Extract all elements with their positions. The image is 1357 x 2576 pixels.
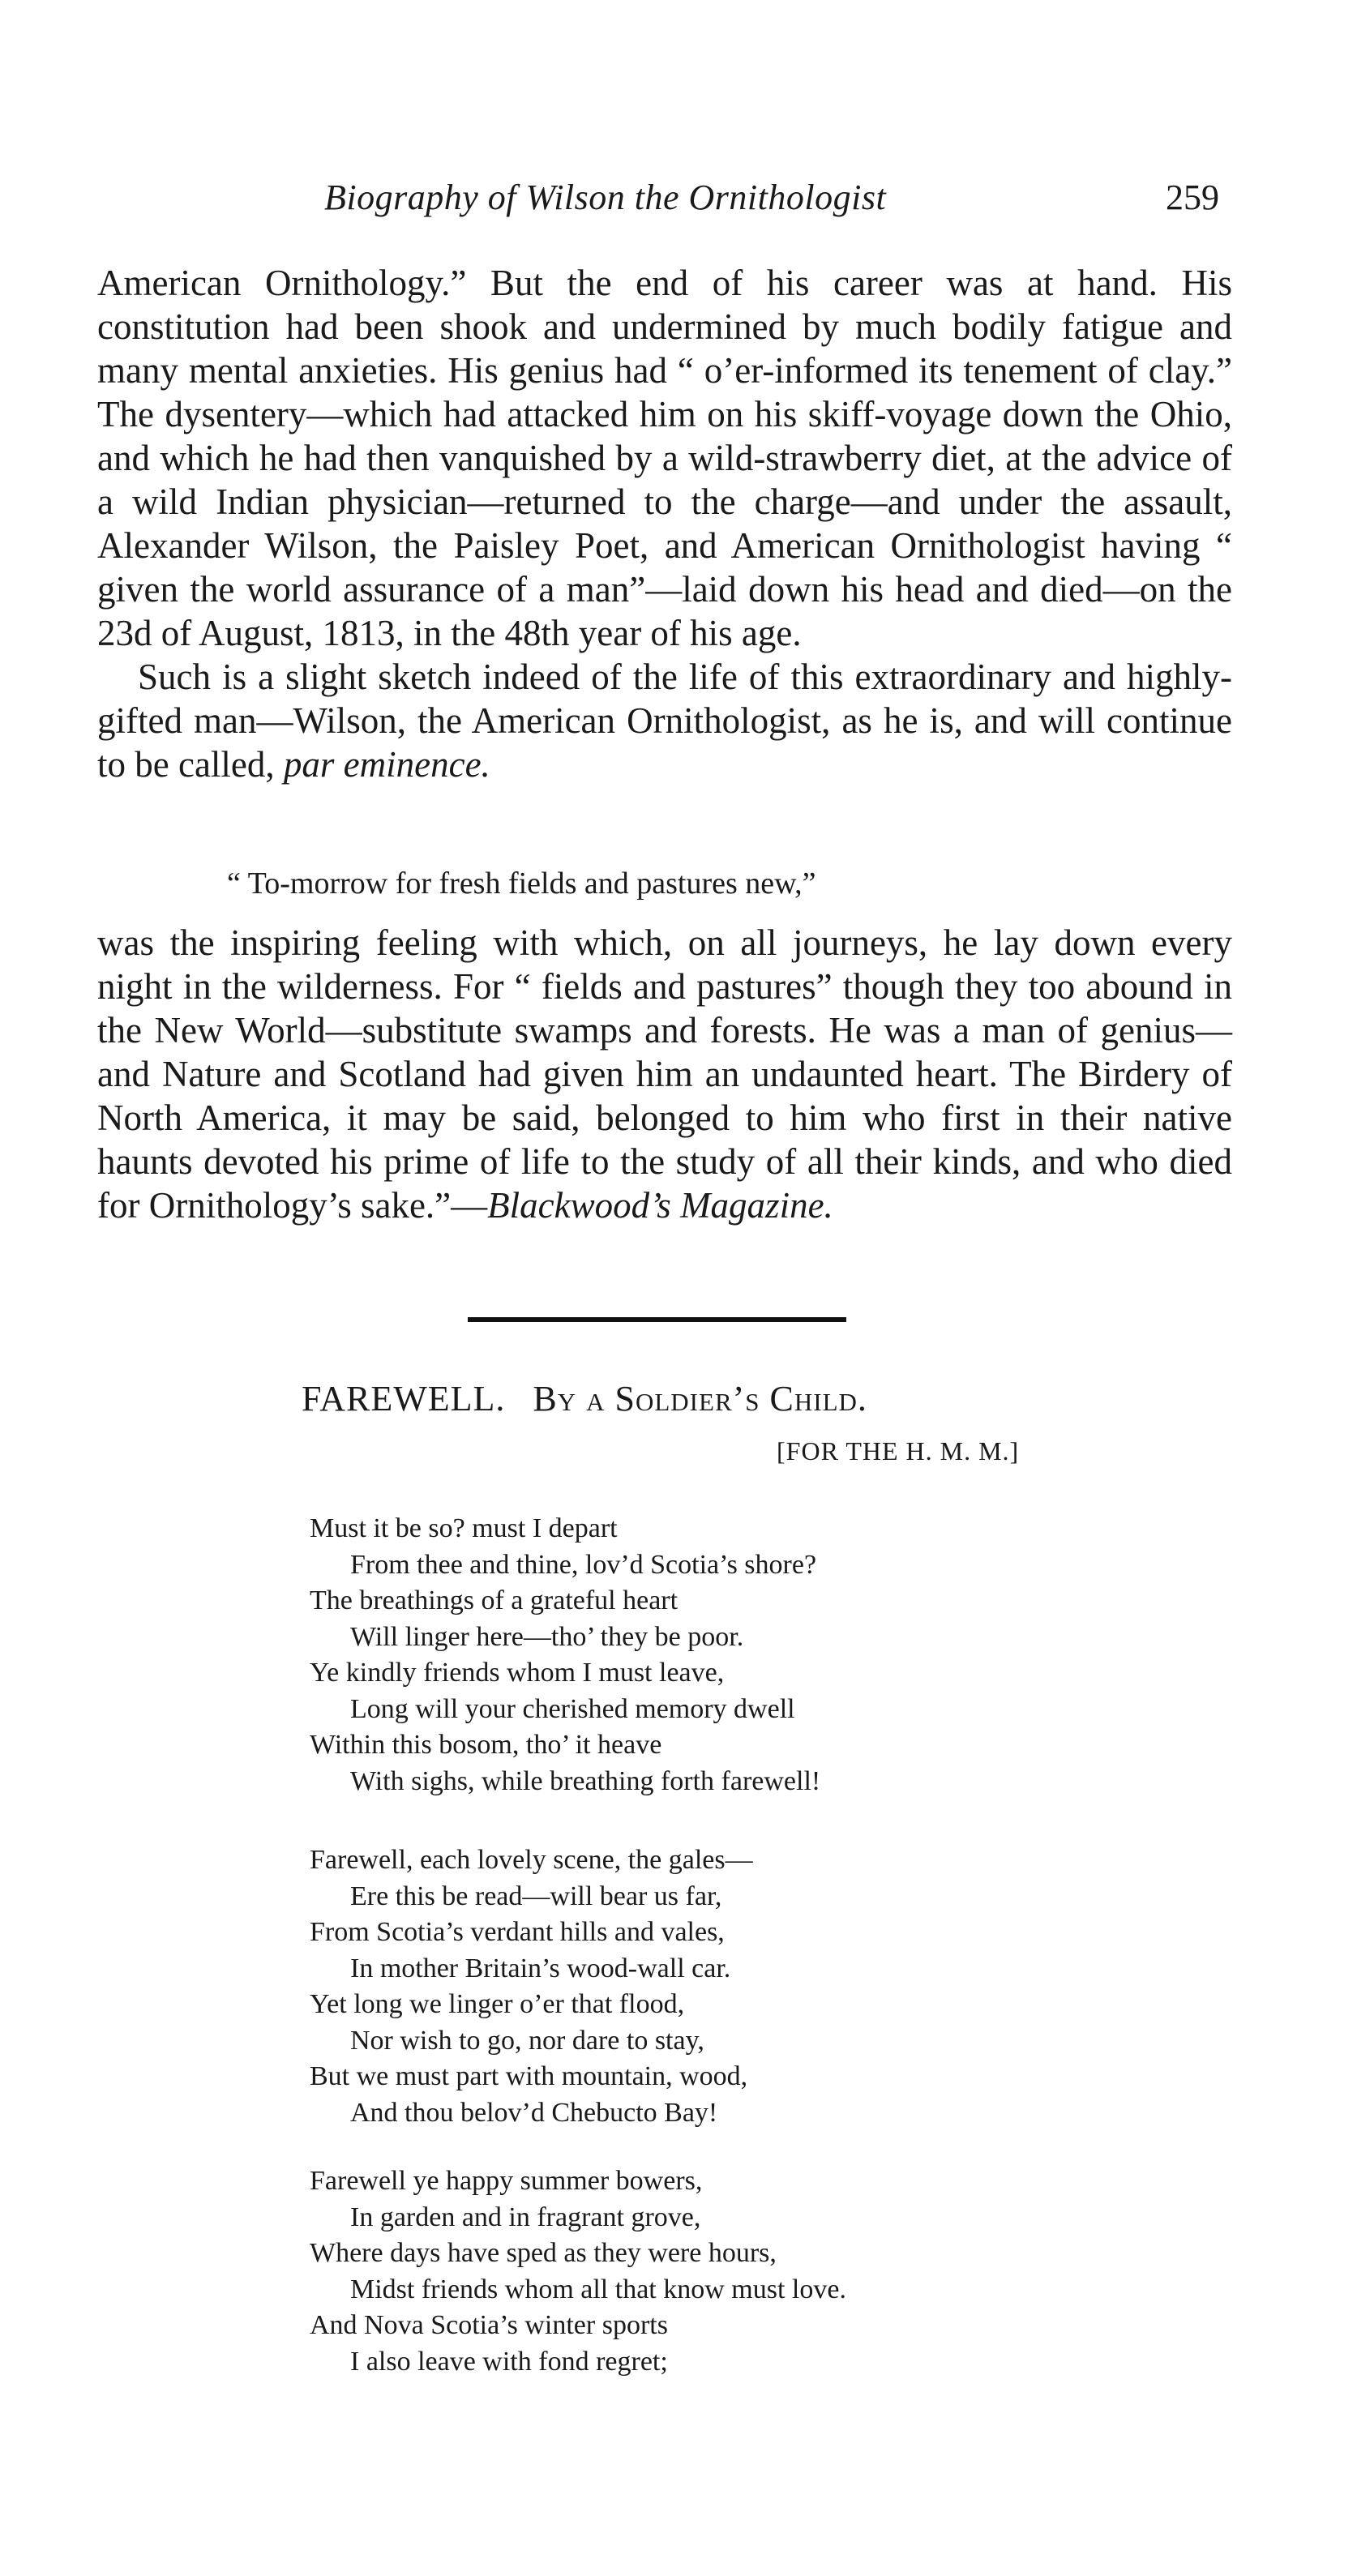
- section-divider: [468, 1317, 846, 1322]
- poem-line: Will linger here—tho’ they be poor.: [350, 1621, 744, 1652]
- poem-line: Yet long we linger o’er that flood,: [310, 1989, 685, 2019]
- poem-stanza: [310, 2163, 846, 2380]
- poem-line: From thee and thine, lov’d Scotia’s shore?: [350, 1549, 817, 1580]
- poem-line: Within this bosom, tho’ it heave: [310, 1730, 662, 1760]
- paragraph-text: was the inspiring feeling with which, on all journeys, he lay down every night in the wilderness. For “ fields and pastures” though they too abound in the New World—substitute swamps and forests. He was a man of genius—and Nature and Scotland had given him an undaunted heart. The Birdery of North America, it may be said, belonged to him who first in their native haunts devoted his prime of life to the study of all their kinds, and who died for Ornithology’s sake.”—: [97, 922, 1232, 1226]
- poem-line: Farewell ye happy summer bowers,: [310, 2166, 703, 2196]
- biography-text-block: [97, 261, 1232, 786]
- poem-line: With sighs, while breathing forth farewell!: [350, 1765, 821, 1796]
- page-number: 259: [1166, 178, 1219, 217]
- poem-line: Ye kindly friends whom I must leave,: [310, 1658, 725, 1688]
- poem-line: From Scotia’s verdant hills and vales,: [310, 1917, 725, 1947]
- quotation-line: “ To-morrow for fresh fields and pastures new,”: [227, 867, 816, 901]
- poem-line: Ere this be read—will bear us far,: [350, 1881, 722, 1911]
- poem-attribution: [FOR THE H. M. M.]: [777, 1436, 1020, 1466]
- poem-line: The breathings of a grateful heart: [310, 1585, 678, 1615]
- poem-heading: [302, 1378, 867, 1419]
- poem-stanza: [310, 1511, 820, 1799]
- poem-line: And Nova Scotia’s winter sports: [310, 2310, 668, 2340]
- source-citation: Blackwood’s Magazine.: [487, 1185, 833, 1226]
- poem-line: In garden and in fragrant grove,: [350, 2202, 701, 2232]
- poem-line: And thou belov’d Chebucto Bay!: [350, 2097, 718, 2128]
- poem-title: FAREWELL.: [302, 1379, 506, 1419]
- poem-line: In mother Britain’s wood-wall car.: [350, 1953, 731, 1983]
- paragraph: [97, 655, 1232, 786]
- poem-line: Where days have sped as they were hours,: [310, 2238, 777, 2268]
- poem-line: Long will your cherished memory dwell: [350, 1693, 795, 1724]
- poem-byline: By a Soldier’s Child.: [533, 1379, 867, 1419]
- italic-phrase: par eminence.: [283, 744, 490, 785]
- poem-stanza: [310, 1842, 753, 2131]
- biography-continuation: [97, 921, 1232, 1227]
- poem-line: Must it be so? must I depart: [310, 1513, 618, 1543]
- paragraph: [97, 921, 1232, 1227]
- paragraph: American Ornithology.” But the end of his career was at hand. His constitution had been shook and undermined by much bodily fatigue and many mental anxieties. His genius had “ o’er-informed its tenement of clay.” The dysentery—which had attacked him on his skiff-voyage down the Ohio, and which he had then vanquished by a wild-strawberry diet, at the advice of a wild Indian physician—returned to the charge—and under the assault, Alexander Wilson, the Paisley Poet, and American Ornithologist having “ given the world assurance of a man”—laid down his head and died—on the 23d of August, 1813, in the 48th year of his age.: [97, 263, 1232, 653]
- paragraph-text: Such is a slight sketch indeed of the life of this extraordinary and highly-gifted man—Wilson, the American Ornithologist, as he is, and will continue to be called,: [97, 657, 1232, 785]
- running-title: Biography of Wilson the Ornithologist: [324, 178, 887, 217]
- poem-line: Midst friends whom all that know must love.: [350, 2274, 846, 2304]
- poem-line: But we must part with mountain, wood,: [310, 2061, 748, 2091]
- poem-line: Farewell, each lovely scene, the gales—: [310, 1845, 753, 1875]
- poem-line: I also leave with fond regret;: [350, 2346, 668, 2377]
- poem-line: Nor wish to go, nor dare to stay,: [350, 2025, 704, 2056]
